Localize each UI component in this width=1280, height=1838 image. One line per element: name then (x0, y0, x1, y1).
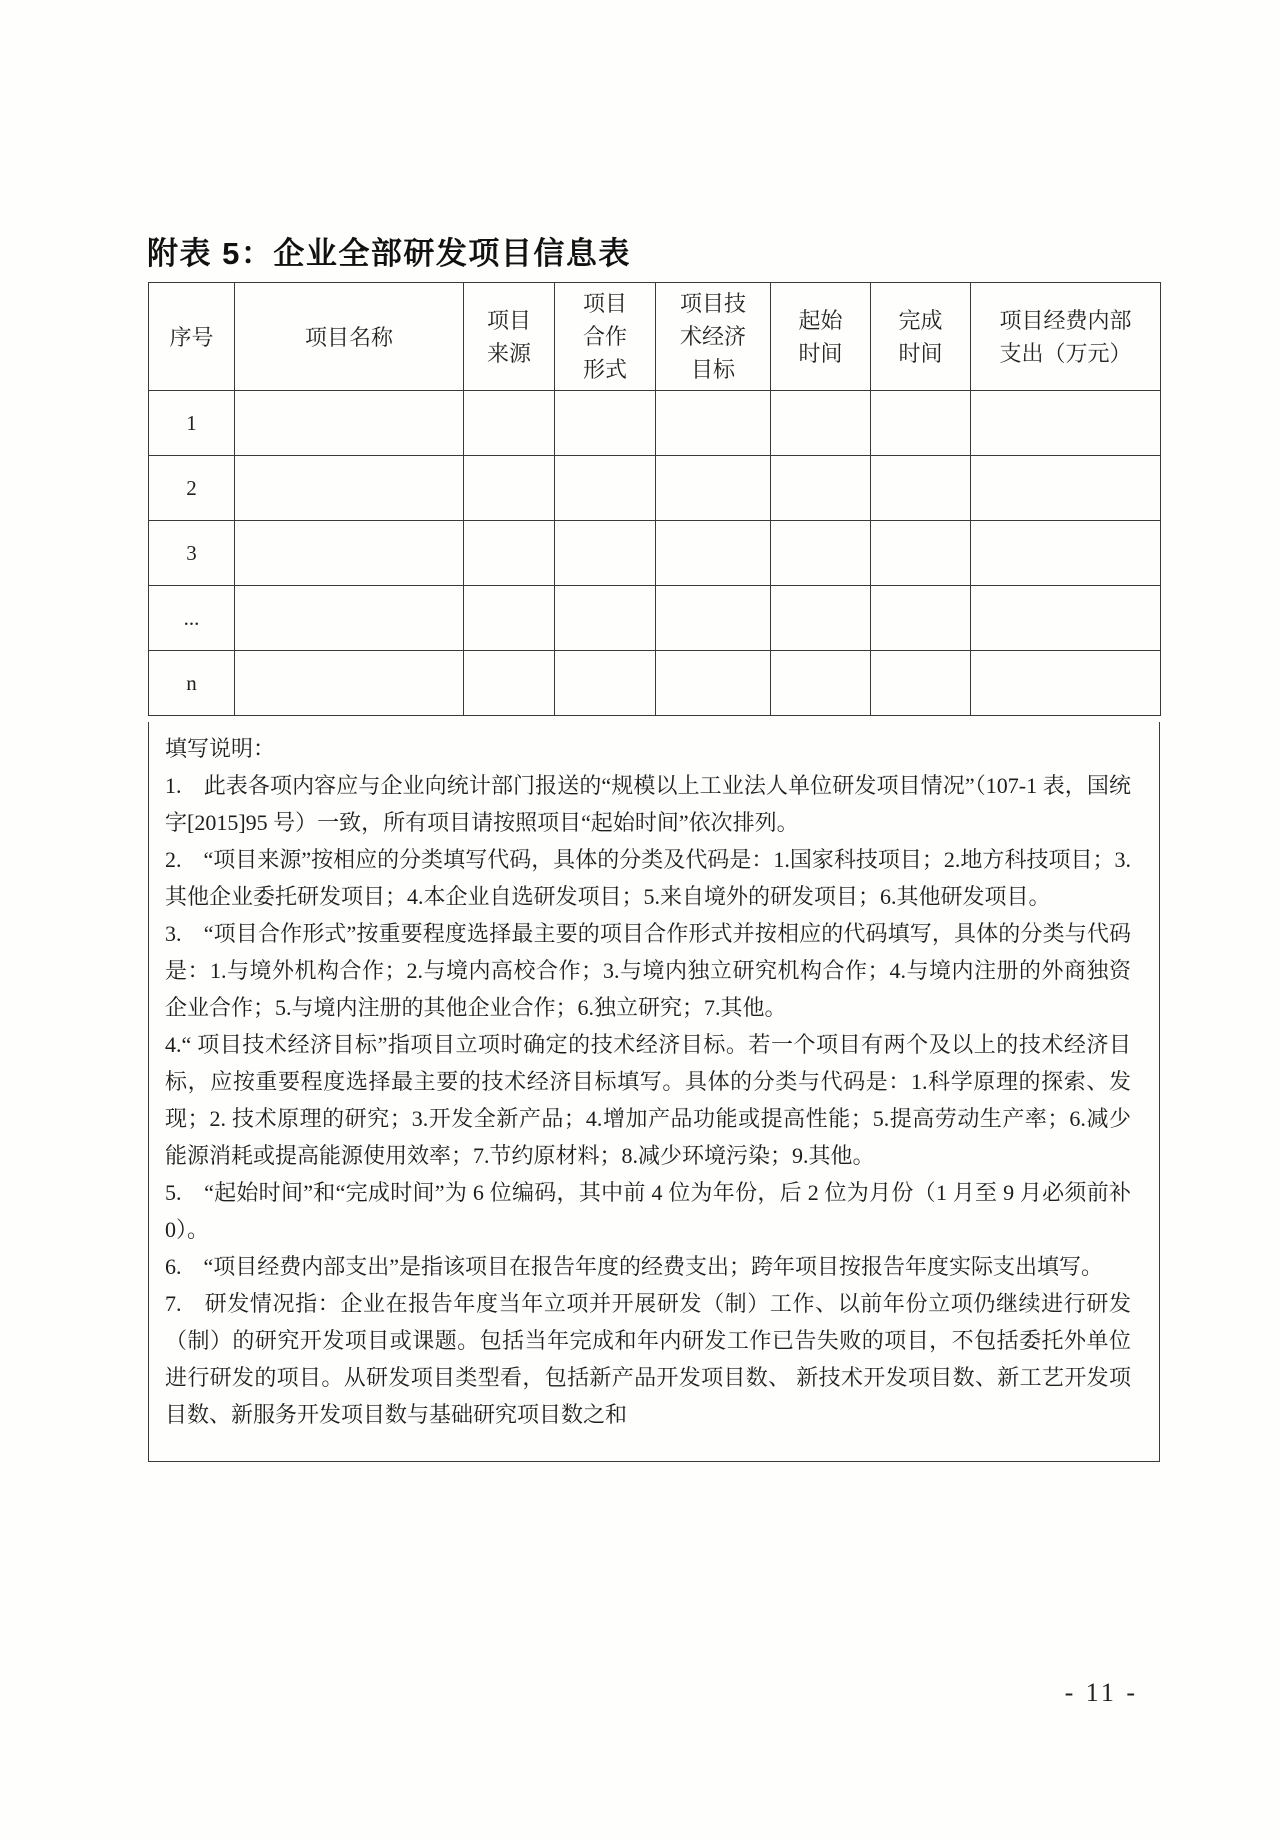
empty-cell (656, 651, 771, 716)
table-header-row (149, 283, 1161, 391)
empty-cell (464, 391, 555, 456)
empty-cell (464, 651, 555, 716)
empty-cell (235, 521, 464, 586)
table-row (149, 651, 1161, 716)
empty-cell (771, 651, 871, 716)
empty-cell (971, 586, 1161, 651)
page-number: - 11 - (1064, 1678, 1138, 1707)
empty-cell (871, 391, 971, 456)
empty-cell (235, 651, 464, 716)
empty-cell (771, 391, 871, 456)
row-index-cell: 3 (149, 521, 235, 586)
note-item-7: 7. 研发情况指：企业在报告年度当年立项并开展研发（制）工作、以前年份立项仍继续进行研发（制）的研究开发项目或课题。包括当年完成和年内研发工作已告失败的项目，不包括委托外单位进行研发的项目。从研发项目类型看，包括新产品开发项目数、 新技术开发项目数、新工艺开发项目数、新服务开发项目数与基础研究项目数之和 (165, 1291, 1131, 1427)
empty-cell (464, 521, 555, 586)
page-title: 附表 5：企业全部研发项目信息表 (147, 236, 631, 271)
table-row (149, 521, 1161, 586)
empty-cell (971, 456, 1161, 521)
empty-cell (555, 586, 656, 651)
col-header-internal-expenditure: 项目经费内部支出（万元） (971, 283, 1161, 391)
note-item-4: 4.“ 项目技术经济目标”指项目立项时确定的技术经济目标。若一个项目有两个及以上的技术经济目标，应按重要程度选择最主要的技术经济目标填写。具体的分类与代码是：1.科学原理的探索、发现；2. 技术原理的研究；3.开发全新产品；4.增加产品功能或提高性能；5.提高劳动生产率；6.减少能源消耗或提高能源使用效率；7.节约原材料；8.减少环境污染；9.其他。 (165, 1032, 1131, 1168)
col-header-seq: 序号 (149, 283, 235, 391)
empty-cell (464, 586, 555, 651)
empty-cell (971, 521, 1161, 586)
empty-cell (464, 456, 555, 521)
rd-project-info-table (148, 282, 1161, 716)
empty-cell (656, 521, 771, 586)
fill-instructions-box (148, 722, 1160, 1462)
empty-cell (771, 456, 871, 521)
col-header-project-source: 项目来源 (464, 283, 555, 391)
empty-cell (656, 456, 771, 521)
row-index-cell: 2 (149, 456, 235, 521)
empty-cell (656, 586, 771, 651)
col-header-finish-time: 完成时间 (871, 283, 971, 391)
note-item-1: 1. 此表各项内容应与企业向统计部门报送的“规模以上工业法人单位研发项目情况”（107-1 表，国统字[2015]95 号）一致，所有项目请按照项目“起始时间”依次排列。 (165, 773, 1131, 835)
row-index-cell: ... (149, 586, 235, 651)
empty-cell (235, 391, 464, 456)
note-item-3: 3. “项目合作形式”按重要程度选择最主要的项目合作形式并按相应的代码填写，具体的分类与代码是：1.与境外机构合作；2.与境内高校合作；3.与境内独立研究机构合作；4.与境内注册的外商独资企业合作；5.与境内注册的其他企业合作；6.独立研究；7.其他。 (165, 921, 1131, 1020)
empty-cell (871, 651, 971, 716)
notes-heading: 填写说明： (165, 736, 276, 761)
empty-cell (555, 456, 656, 521)
table-row (149, 586, 1161, 651)
empty-cell (555, 521, 656, 586)
empty-cell (971, 391, 1161, 456)
empty-cell (555, 651, 656, 716)
col-header-tech-economic-goal: 项目技术经济目标 (656, 283, 771, 391)
col-header-cooperation-form: 项目合作形式 (555, 283, 656, 391)
note-item-2: 2. “项目来源”按相应的分类填写代码，具体的分类及代码是：1.国家科技项目；2.地方科技项目；3.其他企业委托研发项目；4.本企业自选研发项目；5.来自境外的研发项目；6.其他研发项目。 (165, 847, 1131, 909)
empty-cell (555, 391, 656, 456)
empty-cell (971, 651, 1161, 716)
empty-cell (871, 521, 971, 586)
table-row (149, 456, 1161, 521)
empty-cell (871, 586, 971, 651)
row-index-cell: n (149, 651, 235, 716)
empty-cell (871, 456, 971, 521)
empty-cell (235, 586, 464, 651)
note-item-6: 6. “项目经费内部支出”是指该项目在报告年度的经费支出；跨年项目按报告年度实际支出填写。 (165, 1254, 1104, 1279)
col-header-start-time: 起始时间 (771, 283, 871, 391)
row-index-cell: 1 (149, 391, 235, 456)
empty-cell (771, 586, 871, 651)
table-row (149, 391, 1161, 456)
col-header-project-name: 项目名称 (235, 283, 464, 391)
note-item-5: 5. “起始时间”和“完成时间”为 6 位编码，其中前 4 位为年份，后 2 位为月份（1 月至 9 月必须前补 0）。 (165, 1180, 1131, 1242)
empty-cell (771, 521, 871, 586)
empty-cell (656, 391, 771, 456)
empty-cell (235, 456, 464, 521)
